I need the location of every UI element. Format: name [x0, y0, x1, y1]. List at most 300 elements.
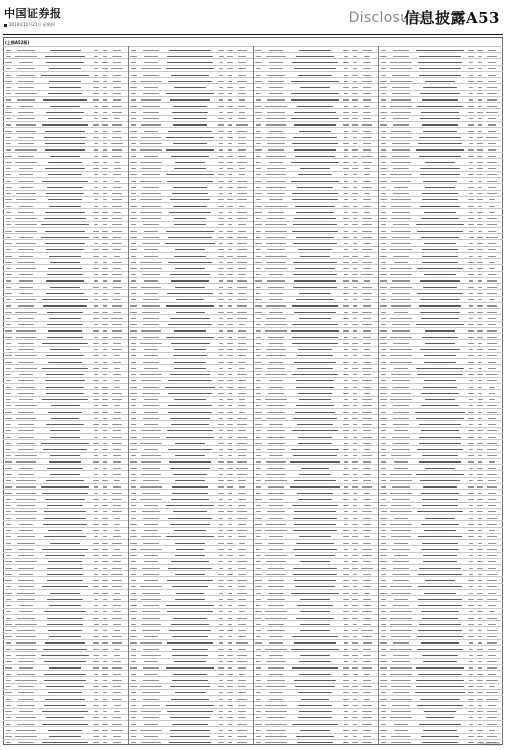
text-line [94, 56, 99, 57]
text-line [6, 555, 10, 556]
text-line [19, 293, 33, 294]
text-line [45, 380, 86, 381]
text-line [46, 480, 84, 481]
text-line [94, 299, 98, 300]
text-line [93, 461, 99, 462]
text-line [103, 474, 108, 475]
text-line [113, 343, 122, 344]
text-line [17, 505, 34, 506]
text-line [6, 168, 10, 169]
text-line [113, 736, 121, 737]
newspaper-logo: 中国证券报 [4, 5, 62, 21]
text-line [18, 349, 35, 350]
text-line [93, 555, 99, 556]
text-line [111, 730, 122, 731]
text-line [6, 193, 10, 194]
text-line [171, 75, 209, 76]
text-line [113, 692, 120, 693]
text-line [16, 131, 35, 132]
text-line [6, 655, 10, 656]
text-line [50, 50, 81, 51]
text-line [112, 156, 122, 157]
text-line [131, 99, 136, 100]
text-line [114, 630, 121, 631]
text-line [15, 149, 37, 150]
text-line [111, 143, 122, 144]
text-line [102, 624, 107, 625]
text-line [102, 642, 108, 643]
text-line [93, 87, 99, 88]
text-line [19, 574, 32, 575]
text-line [19, 530, 34, 531]
text-line [94, 486, 98, 487]
text-line [113, 75, 122, 76]
text-line [45, 555, 84, 556]
text-line [50, 156, 79, 157]
text-line [93, 355, 99, 356]
text-line [17, 630, 35, 631]
text-line [113, 93, 120, 94]
text-line [113, 474, 122, 475]
text-line [94, 218, 99, 219]
text-line [16, 486, 37, 487]
text-line [103, 149, 107, 150]
text-line [16, 461, 36, 462]
text-line [219, 62, 223, 63]
text-line [44, 536, 85, 537]
text-line [102, 543, 108, 544]
text-line [94, 50, 98, 51]
text-line [102, 555, 107, 556]
text-line [46, 387, 84, 388]
text-line [102, 480, 108, 481]
text-line [6, 649, 11, 650]
text-line [18, 699, 34, 700]
text-line [5, 630, 12, 631]
text-line [112, 699, 123, 700]
text-line [6, 742, 12, 743]
text-line [103, 224, 108, 225]
text-line [93, 93, 99, 94]
text-line [114, 293, 120, 294]
text-line [166, 68, 214, 69]
text-line [44, 218, 86, 219]
text-line [114, 168, 121, 169]
text-line [19, 605, 34, 606]
text-line [93, 524, 99, 525]
text-line [94, 493, 99, 494]
text-line [103, 280, 108, 281]
text-line [5, 412, 11, 413]
square-icon [4, 24, 7, 27]
text-line [44, 137, 87, 138]
text-line [103, 99, 107, 100]
text-line [18, 692, 35, 693]
text-line [18, 555, 34, 556]
text-line [112, 243, 122, 244]
text-line [6, 437, 10, 438]
text-line [6, 124, 11, 125]
table-cell [4, 740, 13, 746]
text-line [94, 518, 99, 519]
issue-date: 2019年11月21日 星期四 [9, 22, 55, 27]
text-line [112, 493, 122, 494]
text-line [93, 593, 99, 594]
text-line [227, 87, 233, 88]
text-line [102, 580, 107, 581]
text-line [130, 56, 136, 57]
text-line [41, 75, 89, 76]
text-line [5, 243, 11, 244]
text-line [103, 599, 108, 600]
text-line [18, 343, 35, 344]
text-line [45, 143, 86, 144]
text-line [102, 312, 108, 313]
text-line [103, 349, 108, 350]
text-line [227, 50, 233, 51]
text-line [227, 62, 233, 63]
text-line [47, 505, 84, 506]
text-line [6, 149, 11, 150]
text-line [113, 50, 122, 51]
text-line [19, 206, 33, 207]
text-line [102, 62, 107, 63]
text-line [16, 193, 36, 194]
text-line [19, 62, 33, 63]
text-line [93, 543, 98, 544]
text-line [103, 293, 108, 294]
text-line [48, 93, 82, 94]
text-line [113, 605, 122, 606]
text-line [112, 106, 121, 107]
text-line [46, 193, 84, 194]
text-line [143, 50, 159, 51]
text-line [103, 742, 107, 743]
text-line [219, 68, 224, 69]
text-line [16, 518, 36, 519]
text-line [93, 636, 99, 637]
text-line [103, 174, 107, 175]
table-title: (上接A52版) [5, 40, 29, 46]
text-line [15, 368, 38, 369]
text-line [102, 730, 107, 731]
text-line [46, 112, 84, 113]
text-line [93, 642, 99, 643]
text-line [238, 62, 247, 63]
text-line [93, 730, 99, 731]
text-line [113, 287, 122, 288]
text-line [102, 424, 107, 425]
text-line [19, 187, 33, 188]
table-column-block [3, 46, 128, 745]
text-line [18, 424, 34, 425]
text-line [18, 430, 35, 431]
text-line [6, 324, 11, 325]
text-line [113, 561, 121, 562]
text-line [49, 667, 80, 668]
text-line [93, 443, 98, 444]
text-line [93, 124, 99, 125]
text-line [47, 574, 82, 575]
text-line [6, 380, 12, 381]
text-line [114, 549, 120, 550]
text-line [16, 499, 37, 500]
text-line [93, 287, 99, 288]
text-line [131, 68, 135, 69]
text-line [103, 362, 107, 363]
text-line [131, 75, 137, 76]
text-line [113, 212, 121, 213]
text-line [5, 199, 11, 200]
text-line [5, 692, 11, 693]
text-line [94, 605, 98, 606]
text-line [18, 661, 34, 662]
text-line [112, 393, 123, 394]
text-line [103, 50, 108, 51]
text-line [18, 112, 34, 113]
text-line [5, 337, 12, 338]
text-line [46, 62, 85, 63]
text-line [19, 611, 33, 612]
text-line [103, 717, 107, 718]
text-line [167, 56, 213, 57]
text-line [93, 318, 99, 319]
text-line [103, 355, 108, 356]
text-line [172, 112, 208, 113]
text-line [48, 268, 83, 269]
text-line [102, 218, 108, 219]
text-line [114, 593, 121, 594]
text-line [112, 499, 121, 500]
fund-table [3, 46, 503, 745]
text-line [93, 412, 99, 413]
text-line [93, 724, 99, 725]
text-line [102, 518, 108, 519]
text-line [45, 243, 84, 244]
text-line [6, 505, 10, 506]
text-line [48, 199, 82, 200]
text-line [94, 611, 98, 612]
text-line [102, 524, 107, 525]
text-line [103, 380, 108, 381]
text-line [102, 212, 107, 213]
text-line [44, 680, 87, 681]
text-line [103, 330, 107, 331]
text-line [93, 256, 98, 257]
text-line [18, 305, 33, 306]
text-line [44, 611, 87, 612]
text-line [16, 636, 35, 637]
text-line [18, 143, 35, 144]
text-line [48, 412, 83, 413]
text-line [94, 468, 98, 469]
text-line [6, 586, 12, 587]
text-line [102, 231, 107, 232]
text-line [102, 299, 107, 300]
text-line [93, 618, 98, 619]
text-line [102, 405, 107, 406]
text-line [143, 112, 159, 113]
text-line [111, 318, 122, 319]
text-line [18, 686, 34, 687]
text-line [17, 599, 34, 600]
text-line [6, 224, 11, 225]
text-line [5, 81, 11, 82]
text-line [94, 112, 99, 113]
text-line [5, 256, 11, 257]
text-line [44, 511, 86, 512]
text-line [114, 256, 120, 257]
text-line [238, 106, 247, 107]
text-line [94, 680, 98, 681]
text-line [17, 50, 36, 51]
text-line [103, 699, 107, 700]
text-line [94, 455, 99, 456]
text-line [6, 699, 11, 700]
text-line [6, 424, 10, 425]
text-line [238, 68, 246, 69]
text-line [112, 149, 122, 150]
text-line [5, 461, 12, 462]
text-line [103, 705, 107, 706]
text-line [17, 674, 35, 675]
text-line [6, 305, 11, 306]
text-line [94, 199, 99, 200]
text-line [44, 674, 87, 675]
text-line [15, 312, 37, 313]
text-line [42, 181, 87, 182]
text-line [114, 518, 121, 519]
masthead [2, 3, 502, 33]
text-line [174, 87, 205, 88]
text-line [15, 624, 37, 625]
text-line [113, 717, 120, 718]
text-line [47, 337, 83, 338]
text-line [5, 293, 12, 294]
text-line [6, 218, 10, 219]
text-line [94, 505, 98, 506]
text-line [218, 81, 224, 82]
text-line [41, 655, 90, 656]
text-line [94, 536, 98, 537]
text-line [114, 412, 121, 413]
text-line [94, 337, 99, 338]
text-line [93, 530, 99, 531]
text-line [46, 249, 84, 250]
text-line [93, 343, 99, 344]
text-line [112, 349, 123, 350]
text-line [18, 318, 33, 319]
text-line [113, 674, 120, 675]
text-line [15, 231, 37, 232]
text-line [6, 87, 12, 88]
text-line [6, 368, 11, 369]
text-line [93, 655, 99, 656]
text-line [41, 486, 89, 487]
text-line [6, 343, 10, 344]
text-line [43, 305, 87, 306]
text-line [19, 280, 34, 281]
text-line [44, 661, 86, 662]
text-line [6, 705, 11, 706]
text-line [102, 106, 108, 107]
text-line [103, 493, 108, 494]
text-line [103, 75, 108, 76]
text-line [6, 56, 10, 57]
text-line [5, 574, 12, 575]
text-line [114, 711, 121, 712]
text-line [6, 387, 10, 388]
text-line [48, 330, 82, 331]
text-line [50, 430, 80, 431]
text-line [102, 505, 107, 506]
text-line [5, 549, 12, 550]
text-line [102, 237, 107, 238]
text-line [19, 174, 33, 175]
text-line [113, 599, 121, 600]
text-line [113, 536, 122, 537]
text-line [238, 56, 246, 57]
text-line [42, 343, 88, 344]
text-line [103, 81, 108, 82]
text-line [94, 624, 99, 625]
text-line [5, 156, 12, 157]
text-line [18, 324, 35, 325]
text-line [5, 112, 12, 113]
text-line [237, 81, 247, 82]
text-line [103, 486, 107, 487]
text-line [6, 318, 10, 319]
text-line [6, 212, 11, 213]
text-line [49, 736, 81, 737]
text-line [227, 106, 232, 107]
text-line [49, 206, 81, 207]
text-line [112, 555, 122, 556]
text-line [93, 499, 98, 500]
text-line [17, 387, 35, 388]
section-name: 信息披露 [404, 9, 466, 27]
text-line [18, 568, 34, 569]
text-line [49, 68, 81, 69]
text-line [18, 449, 34, 450]
text-line [131, 118, 135, 119]
text-line [144, 56, 158, 57]
text-line [102, 68, 108, 69]
text-line [166, 93, 214, 94]
text-line [94, 574, 98, 575]
text-line [16, 655, 35, 656]
text-line [102, 393, 108, 394]
text-line [94, 387, 98, 388]
text-line [103, 605, 107, 606]
text-line [50, 287, 80, 288]
text-line [49, 87, 81, 88]
text-line [112, 231, 122, 232]
text-line [140, 81, 162, 82]
text-line [103, 692, 107, 693]
text-line [42, 549, 89, 550]
text-line [49, 636, 82, 637]
text-line [113, 268, 121, 269]
text-line [112, 399, 122, 400]
text-line [15, 511, 38, 512]
text-line [6, 237, 11, 238]
text-line [114, 524, 120, 525]
text-line [19, 468, 33, 469]
text-line [93, 399, 99, 400]
text-line [17, 536, 36, 537]
text-line [50, 474, 79, 475]
